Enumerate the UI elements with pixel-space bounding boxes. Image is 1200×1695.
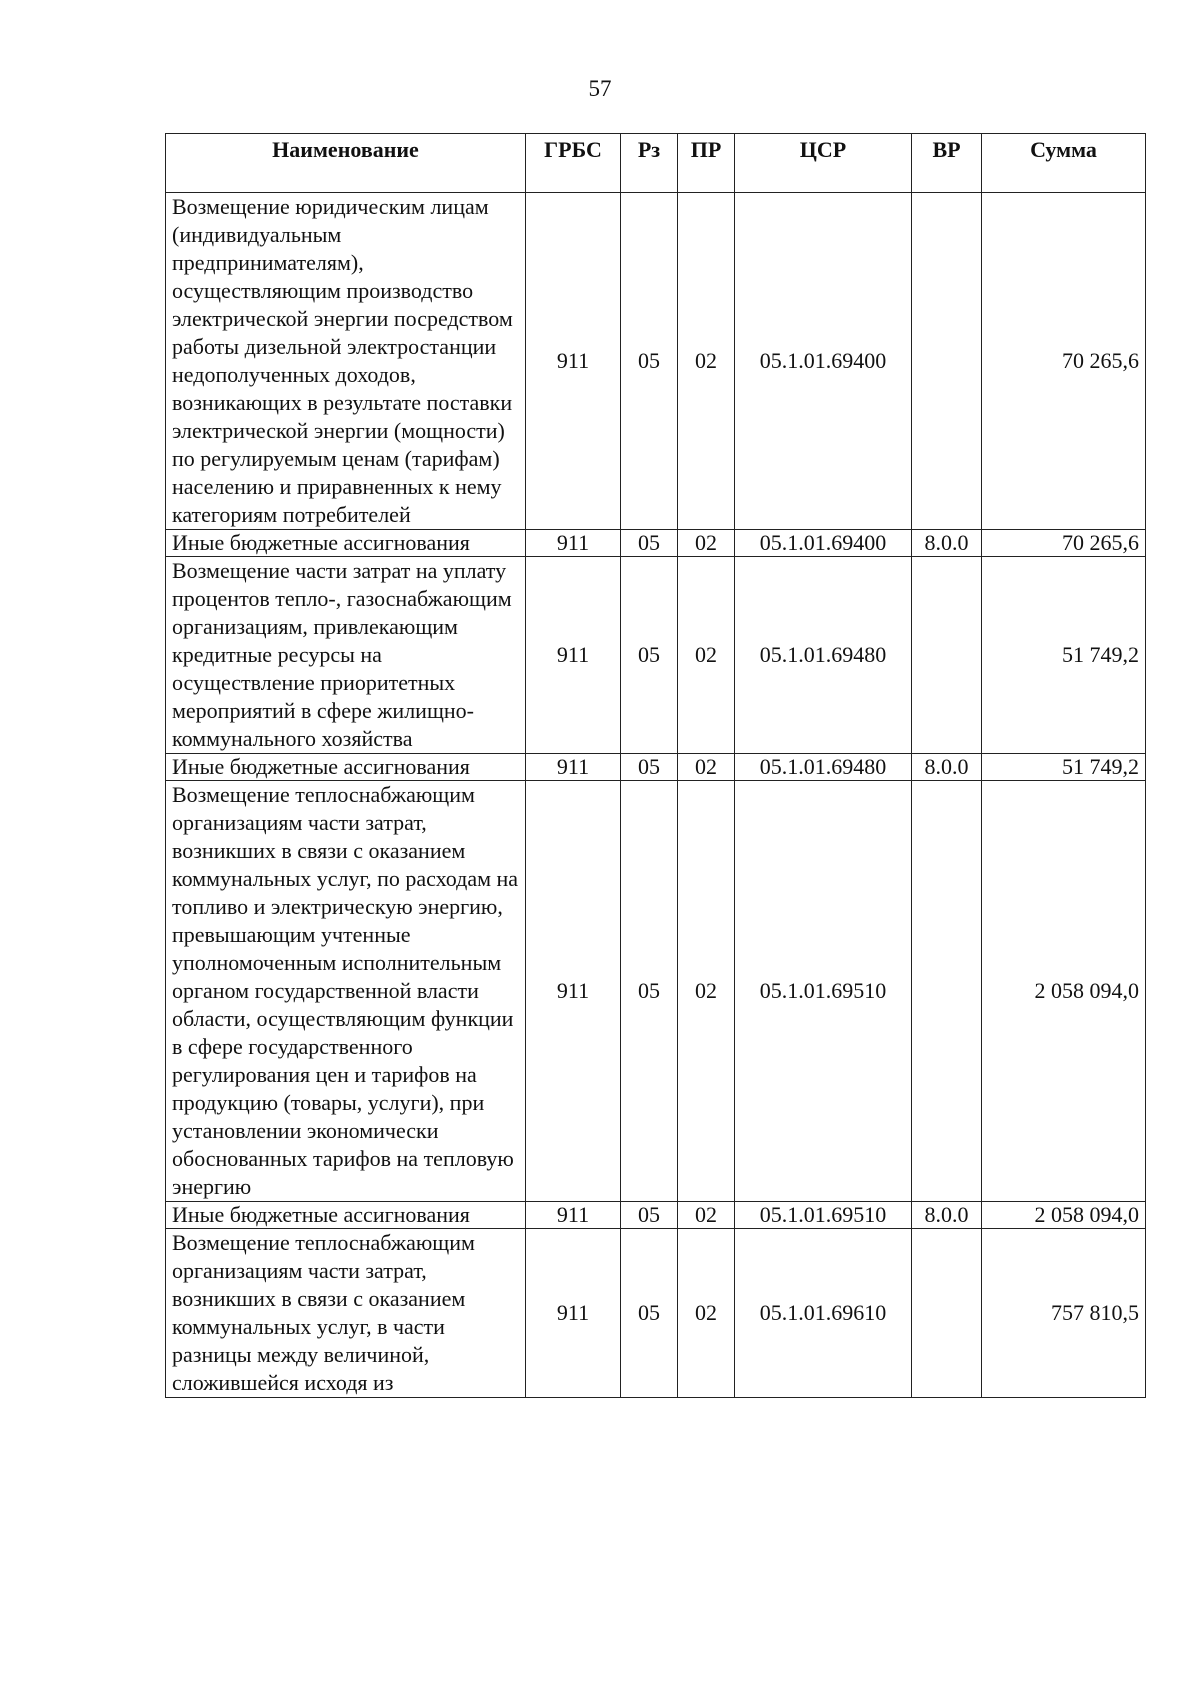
row-pr: 02 bbox=[678, 754, 735, 781]
row-csr: 05.1.01.69480 bbox=[735, 754, 912, 781]
header-vr: ВР bbox=[912, 134, 982, 193]
budget-table bbox=[165, 133, 1146, 1398]
row-rz: 05 bbox=[621, 781, 678, 1202]
row-csr: 05.1.01.69480 bbox=[735, 557, 912, 754]
row-grbs: 911 bbox=[526, 557, 621, 754]
header-rz: Рз bbox=[621, 134, 678, 193]
row-csr: 05.1.01.69510 bbox=[735, 781, 912, 1202]
header-grbs: ГРБС bbox=[526, 134, 621, 193]
row-name: Возмещение теплоснабжающим организациям части затрат, возникших в связи с оказанием коммунальных услуг, в части разницы между величиной, сложившейся исходя из bbox=[166, 1229, 526, 1398]
table-row bbox=[166, 781, 1146, 1202]
row-grbs: 911 bbox=[526, 1202, 621, 1229]
header-csr: ЦСР bbox=[735, 134, 912, 193]
header-row bbox=[166, 134, 1146, 193]
table-row bbox=[166, 530, 1146, 557]
table-row bbox=[166, 193, 1146, 530]
table-row bbox=[166, 754, 1146, 781]
row-rz: 05 bbox=[621, 754, 678, 781]
row-sum: 757 810,5 bbox=[982, 1229, 1146, 1398]
row-vr: 8.0.0 bbox=[912, 1202, 982, 1229]
row-csr: 05.1.01.69400 bbox=[735, 193, 912, 530]
row-pr: 02 bbox=[678, 530, 735, 557]
row-vr: 8.0.0 bbox=[912, 530, 982, 557]
row-pr: 02 bbox=[678, 1229, 735, 1398]
row-rz: 05 bbox=[621, 557, 678, 754]
row-rz: 05 bbox=[621, 193, 678, 530]
table-row bbox=[166, 1202, 1146, 1229]
row-grbs: 911 bbox=[526, 530, 621, 557]
row-rz: 05 bbox=[621, 1229, 678, 1398]
table-row bbox=[166, 1229, 1146, 1398]
row-pr: 02 bbox=[678, 1202, 735, 1229]
row-grbs: 911 bbox=[526, 754, 621, 781]
row-sum: 51 749,2 bbox=[982, 754, 1146, 781]
table-row bbox=[166, 557, 1146, 754]
row-name: Возмещение теплоснабжающим организациям части затрат, возникших в связи с оказанием коммунальных услуг, по расходам на топливо и электрическую энергию, превышающим учтенные уполномоченным исполнительным органом государственной власти области, осуществляющим функции в сфере государственного регулирования цен и тарифов на продукцию (товары, услуги), при установлении экономически обоснованных тарифов на тепловую энергию bbox=[166, 781, 526, 1202]
row-csr: 05.1.01.69610 bbox=[735, 1229, 912, 1398]
row-rz: 05 bbox=[621, 530, 678, 557]
row-grbs: 911 bbox=[526, 1229, 621, 1398]
row-grbs: 911 bbox=[526, 193, 621, 530]
row-sum: 70 265,6 bbox=[982, 530, 1146, 557]
row-sum: 2 058 094,0 bbox=[982, 1202, 1146, 1229]
page-number: 57 bbox=[588, 76, 612, 101]
row-grbs: 911 bbox=[526, 781, 621, 1202]
row-name: Возмещение части затрат на уплату процентов тепло-, газоснабжающим организациям, привлекающим кредитные ресурсы на осуществление приоритетных мероприятий в сфере жилищно-коммунального хозяйства bbox=[166, 557, 526, 754]
header-pr: ПР bbox=[678, 134, 735, 193]
row-vr bbox=[912, 1229, 982, 1398]
row-sum: 70 265,6 bbox=[982, 193, 1146, 530]
row-name: Иные бюджетные ассигнования bbox=[166, 754, 526, 781]
row-pr: 02 bbox=[678, 781, 735, 1202]
row-pr: 02 bbox=[678, 193, 735, 530]
row-name: Иные бюджетные ассигнования bbox=[166, 1202, 526, 1229]
row-name: Возмещение юридическим лицам (индивидуальным предпринимателям), осуществляющим производство электрической энергии посредством работы дизельной электростанции недополученных доходов, возникающих в результате поставки электрической энергии (мощности) по регулируемым ценам (тарифам) населению и приравненных к нему категориям потребителей bbox=[166, 193, 526, 530]
row-vr bbox=[912, 781, 982, 1202]
row-sum: 51 749,2 bbox=[982, 557, 1146, 754]
row-rz: 05 bbox=[621, 1202, 678, 1229]
row-sum: 2 058 094,0 bbox=[982, 781, 1146, 1202]
row-csr: 05.1.01.69510 bbox=[735, 1202, 912, 1229]
row-name: Иные бюджетные ассигнования bbox=[166, 530, 526, 557]
row-vr: 8.0.0 bbox=[912, 754, 982, 781]
row-vr bbox=[912, 557, 982, 754]
row-vr bbox=[912, 193, 982, 530]
row-csr: 05.1.01.69400 bbox=[735, 530, 912, 557]
header-sum: Сумма bbox=[982, 134, 1146, 193]
row-pr: 02 bbox=[678, 557, 735, 754]
header-name: Наименование bbox=[166, 134, 526, 193]
